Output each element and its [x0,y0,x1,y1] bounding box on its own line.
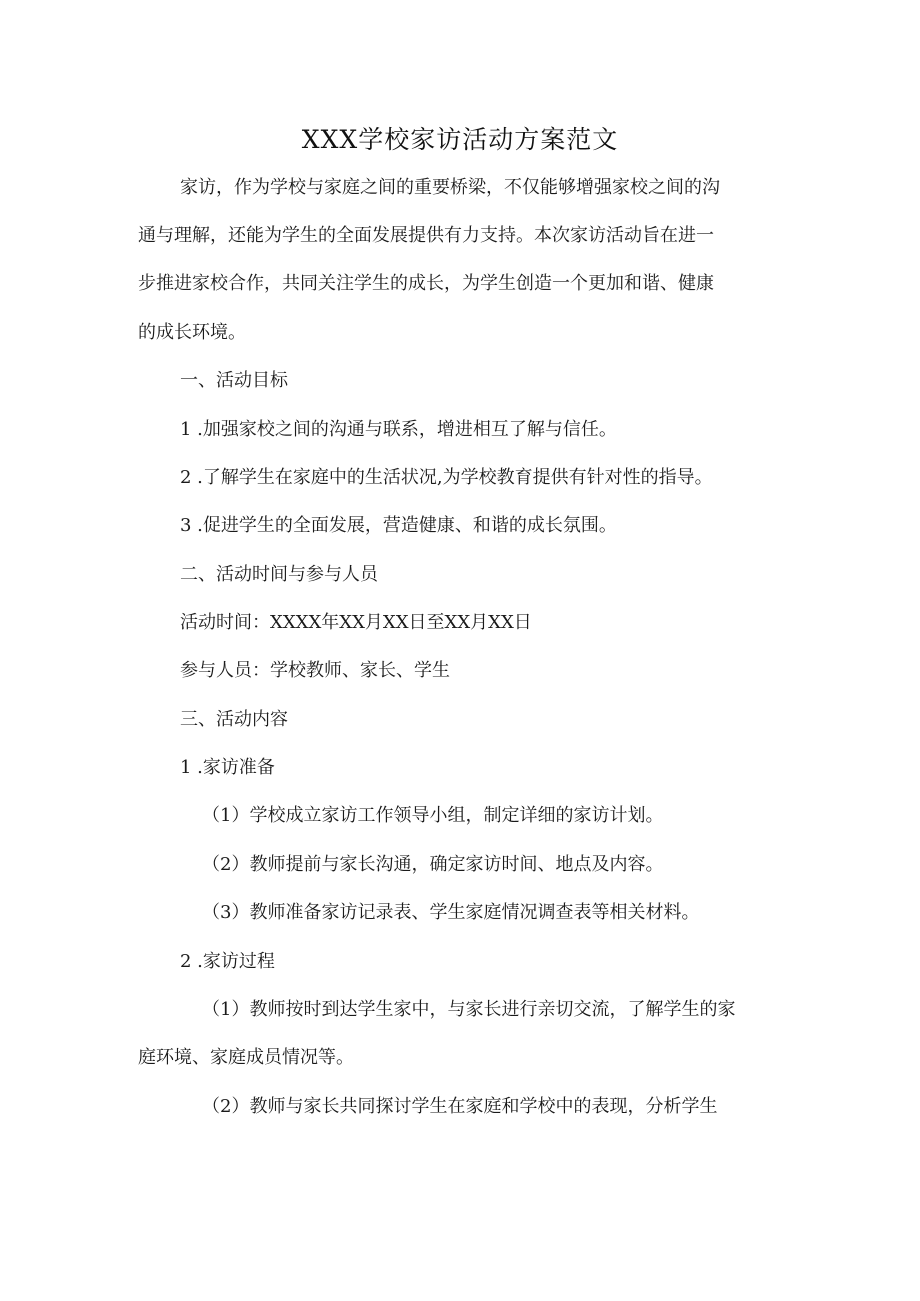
process-item-1-line-2: 庭环境、家庭成员情况等。 [138,1047,354,1068]
sub-heading-process: 2 .家访过程 [180,951,275,972]
participants: 参与人员：学校教师、家长、学生 [180,660,450,681]
section-heading-content: 三、活动内容 [180,709,288,730]
prep-item-3: （3）教师准备家访记录表、学生家庭情况调查表等相关材料。 [202,902,700,923]
activity-time: 活动时间：XXXX年XX月XX日至XX月XX日 [180,612,532,633]
sub-heading-preparation: 1 .家访准备 [180,757,275,778]
intro-line-2: 通与理解，还能为学生的全面发展提供有力支持。本次家访活动旨在进一 [138,225,714,246]
document-title: XXX学校家访活动方案范文 [301,125,619,154]
intro-line-4: 的成长环境。 [138,322,246,343]
process-item-2-line-1: （2）教师与家长共同探讨学生在家庭和学校中的表现，分析学生 [202,1096,718,1117]
section-heading-time-people: 二、活动时间与参与人员 [180,564,378,585]
intro-line-1: 家访，作为学校与家庭之间的重要桥梁，不仅能够增强家校之间的沟 [180,177,720,198]
prep-item-2: （2）教师提前与家长沟通，确定家访时间、地点及内容。 [202,854,664,875]
intro-line-3: 步推进家校合作，共同关注学生的成长，为学生创造一个更加和谐、健康 [138,273,714,294]
section-heading-goals: 一、活动目标 [180,370,288,391]
goal-item-1: 1 .加强家校之间的沟通与联系，增进相互了解与信任。 [180,419,617,440]
process-item-1-line-1: （1）教师按时到达学生家中，与家长进行亲切交流，了解学生的家 [202,999,736,1020]
prep-item-1: （1）学校成立家访工作领导小组，制定详细的家访计划。 [202,805,664,826]
goal-item-3: 3 .促进学生的全面发展，营造健康、和谐的成长氛围。 [180,515,617,536]
goal-item-2: 2 .了解学生在家庭中的生活状况,为学校教育提供有针对性的指导。 [180,467,713,488]
